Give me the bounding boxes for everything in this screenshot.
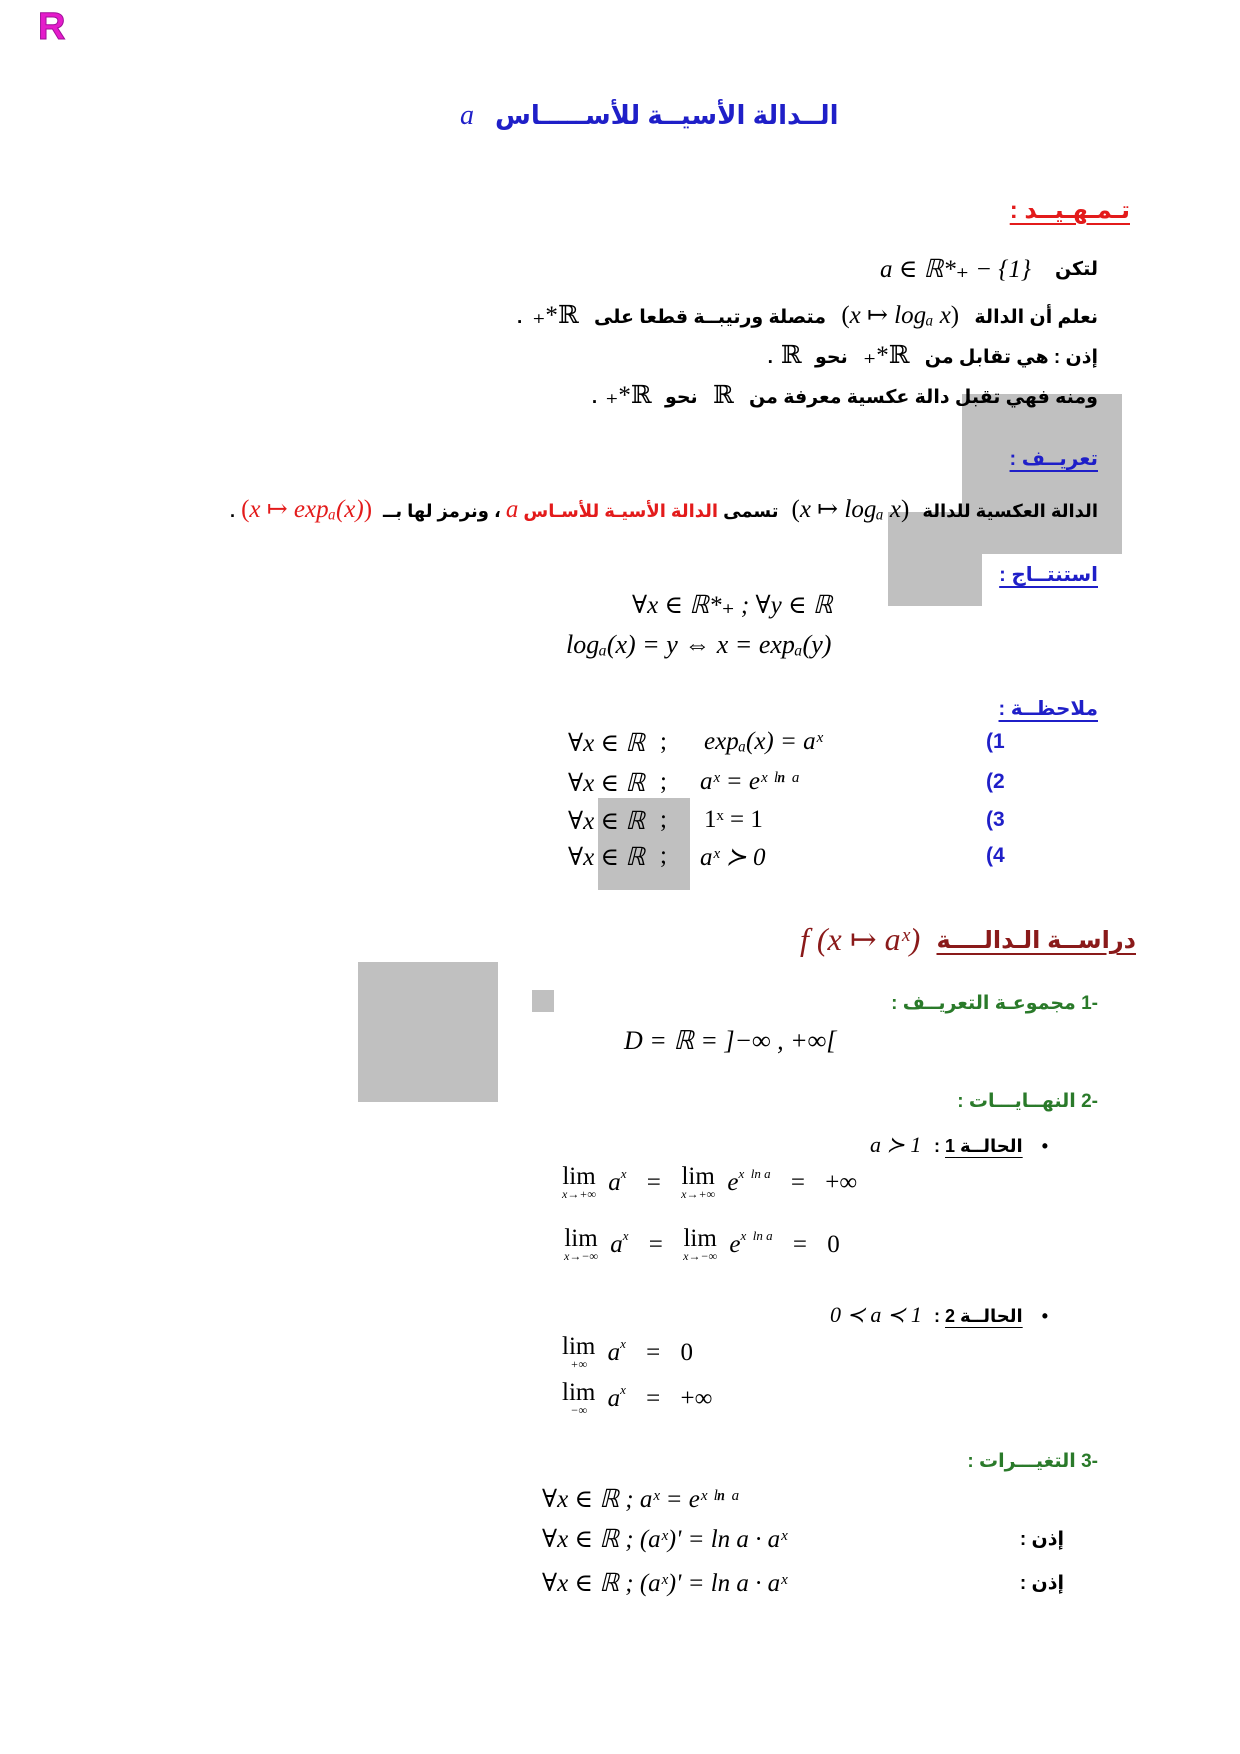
title-var: a: [460, 100, 474, 131]
note-1-num: (1: [986, 730, 1005, 753]
note-3-quant: ∀x ∈ ℝ: [568, 808, 645, 835]
lim-c1: lim +∞: [562, 1333, 596, 1371]
intro-line3: إذن : هي تقابل من ℝ*₊ نحو ℝ.: [767, 342, 1098, 369]
limits-heading: -2 النهــايـــات :: [957, 1091, 1098, 1112]
study-func: f (x ↦ aˣ): [800, 921, 921, 957]
intro-heading: تـمـهـيــد :: [1009, 197, 1130, 224]
note-3-expr: 1ˣ = 1: [704, 806, 763, 833]
intro-line2-a: نعلم أن الدالة: [974, 307, 1098, 328]
conclusion-equiv: logₐ(x) = y ⇔ x = expₐ(y): [566, 630, 832, 659]
page-title: [460, 100, 839, 132]
note-4-expr: aˣ ≻ 0: [700, 844, 766, 871]
note-4-quant: ∀x ∈ ℝ: [568, 844, 645, 871]
lim-a2: lim x→−∞: [564, 1225, 598, 1263]
note-2-expr: aˣ = eˣ ˡⁿ ᵃ: [700, 768, 801, 795]
intro-line2-set: ℝ*₊: [532, 302, 579, 329]
case1-label: • الحالــة 1 :: [934, 1136, 1048, 1156]
lim-c2: lim −∞: [562, 1379, 596, 1417]
definition-heading: تعريــف :: [1009, 448, 1098, 470]
definition-var: a: [505, 496, 519, 523]
intro-line4-a: ومنه فهي تقبل دالة عكسية معرفة من: [749, 387, 1098, 408]
intro-line4-from: ℝ: [712, 382, 734, 409]
conclusion-quant: ∀x ∈ ℝ*₊ ; ∀y ∈ ℝ: [632, 592, 833, 619]
case1-cond: a ≻ 1: [870, 1132, 922, 1157]
case2-line2: lim −∞ $a^x$ = +∞: [562, 1379, 713, 1417]
logo-letter: R: [38, 6, 66, 48]
case2-line1: lim +∞ $a^x = 0$: [562, 1333, 693, 1371]
study-heading: دراســة الـدالــــة: [936, 927, 1136, 954]
gray-block-5: [532, 990, 554, 1012]
note-3-num: (3: [986, 808, 1005, 831]
note-3-sep: ;: [660, 806, 667, 833]
case2-cond: 0 ≺ a ≺ 1: [830, 1302, 922, 1327]
case1-line2: lim x→−∞ $a^x = \lim$ x→−∞ $e^{x ln a} = 0$: [564, 1225, 840, 1263]
definition-text-a: الدالة العكسية للدالة: [922, 501, 1098, 521]
note-1-quant: ∀x ∈ ℝ: [568, 730, 645, 757]
gray-block-2: [888, 512, 982, 606]
definition-text: الدالة العكسية للدالة (x ↦ logₐ x) تسمى الدالة الأسيـة للأسـاس a ، ونرمز لها بــ (x ↦ expₐ(x)).: [230, 496, 1098, 523]
intro-line2-func: (x ↦ logₐ x): [841, 302, 960, 329]
variations-line2: ∀x ∈ ℝ ; (aˣ)' = ln a · aˣ: [542, 1526, 788, 1553]
domain-heading: -1 مجموعـة التعريــف :: [891, 993, 1098, 1014]
intro-line1-math: a ∈ ℝ*₊ − {1}: [880, 256, 1031, 283]
definition-text-c: ، ونرمز لها بــ: [383, 501, 501, 521]
variations-line2-label: إذن :: [1019, 1529, 1064, 1550]
intro-line3-a: إذن : هي تقابل من: [924, 347, 1098, 368]
intro-line4-b: نحو: [664, 387, 698, 408]
domain-expr: D = ℝ = ]−∞ , +∞[: [624, 1026, 837, 1055]
gray-block-1: [962, 394, 1122, 554]
variations-heading: -3 التغيـــرات :: [967, 1451, 1098, 1472]
intro-line4: ومنه فهي تقبل دالة عكسية معرفة من ℝ نحو ℝ*₊.: [591, 382, 1098, 409]
variations-line3: ∀x ∈ ℝ ; (aˣ)' = ln a · aˣ: [542, 1570, 788, 1597]
intro-line2-b: متصلة ورتيبــة قطعا على: [594, 307, 827, 328]
case2-label-text: الحالــة 2: [945, 1306, 1023, 1326]
note-4-sep: ;: [660, 842, 667, 869]
intro-line3-from: ℝ*₊: [863, 342, 910, 369]
conclusion-heading: استنتــاج :: [999, 564, 1098, 586]
variations-line3-label: إذن :: [1019, 1573, 1064, 1594]
definition-func: (x ↦ logₐ x): [791, 496, 910, 523]
gray-block-4: [358, 962, 498, 1102]
definition-text-b: تسمى: [723, 501, 779, 521]
definition-highlight: الدالة الأسيـة للأسـاس: [523, 501, 719, 521]
note-1-sep: ;: [660, 728, 667, 755]
note-4-num: (4: [986, 844, 1005, 867]
intro-line2: نعلم أن الدالة (x ↦ logₐ x) متصلة ورتيبــة قطعا على ℝ*₊.: [516, 302, 1098, 329]
case1-label-text: الحالــة 1: [945, 1136, 1023, 1156]
variations-line1: ∀x ∈ ℝ ; aˣ = eˣ ˡⁿ ᵃ: [542, 1486, 741, 1513]
lim-a1: lim x→+∞: [562, 1163, 596, 1201]
definition-notation: (x ↦ expₐ(x)): [241, 496, 373, 523]
intro-line1-label: لتكن: [1054, 259, 1098, 280]
notes-heading: ملاحظــة :: [998, 698, 1098, 720]
lim-b1: lim x→+∞: [681, 1163, 716, 1201]
title-text: الــدالة الأسيــة للأســـــاس: [495, 100, 839, 130]
intro-line3-to: ℝ: [780, 342, 802, 369]
note-2-quant: ∀x ∈ ℝ: [568, 770, 645, 797]
lim-b2: lim x→−∞: [683, 1225, 718, 1263]
intro-line3-b: نحو: [814, 347, 848, 368]
note-1-expr: expₐ(x) = aˣ: [704, 728, 823, 755]
intro-line4-to: ℝ*₊: [605, 382, 652, 409]
case2-label: • الحالــة 2 :: [934, 1306, 1048, 1326]
note-2-num: (2: [986, 770, 1005, 793]
case1-line1: lim x→+∞ $a^x = \lim$ x→+∞ $e^{x ln a}$ = +∞: [562, 1163, 858, 1201]
note-2-sep: ;: [660, 768, 667, 795]
